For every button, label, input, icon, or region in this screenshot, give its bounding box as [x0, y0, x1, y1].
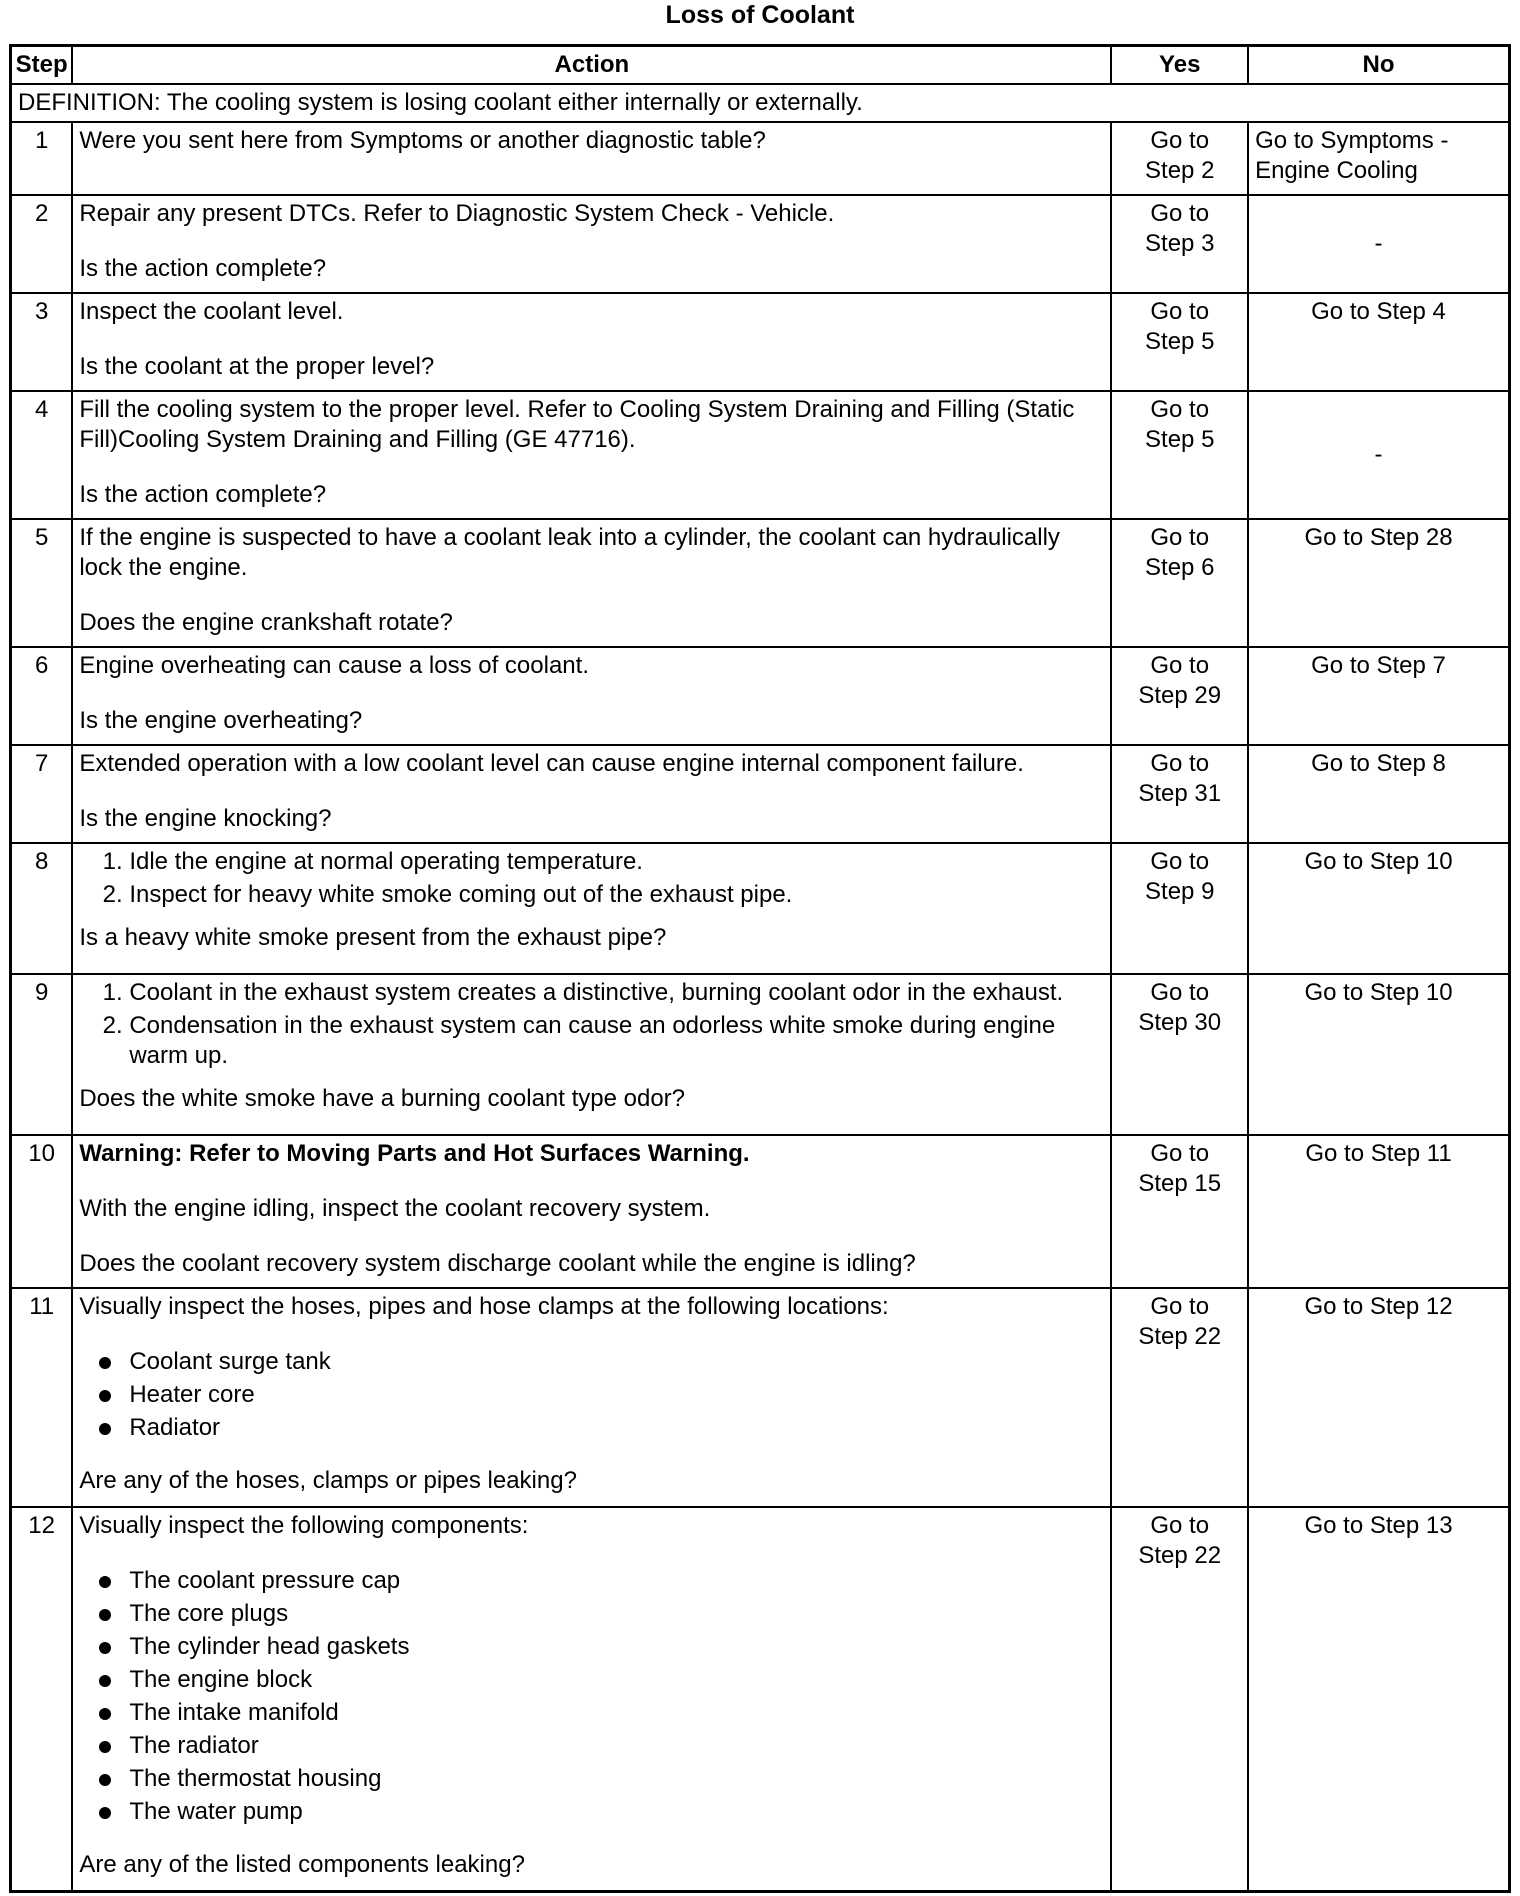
- table-row: [11, 122, 1510, 195]
- question-text: Is the action complete?: [79, 481, 327, 508]
- action-cell: [72, 122, 1111, 195]
- table-row: [11, 1288, 1510, 1507]
- yes-line: Go to: [1150, 1512, 1210, 1539]
- list-item: Radiator: [129, 1413, 1104, 1443]
- no-line: -: [1374, 230, 1383, 257]
- question-text: Does the engine crankshaft rotate?: [79, 609, 453, 636]
- question-text: Is the engine knocking?: [79, 805, 332, 832]
- table-row: [11, 843, 1510, 974]
- list-item: The radiator: [129, 1731, 1104, 1761]
- action-cell: [72, 1135, 1111, 1288]
- yes-cell: [1111, 195, 1248, 293]
- action-text: If the engine is suspected to have a coolant leak into a cylinder, the coolant can hydraulically lock the engine.: [79, 524, 1060, 581]
- action-cell: [72, 647, 1111, 745]
- step-number: 11: [11, 1288, 73, 1507]
- list-item: Heater core: [129, 1380, 1104, 1410]
- header-step: Step: [11, 46, 73, 85]
- numbered-list: [79, 978, 1104, 1071]
- no-cell: [1248, 745, 1509, 843]
- step-number: 3: [11, 293, 73, 391]
- no-cell: [1248, 293, 1509, 391]
- action-text: With the engine idling, inspect the coolant recovery system.: [79, 1195, 711, 1222]
- header-row: [11, 46, 1510, 85]
- action-text: Fill the cooling system to the proper level. Refer to Cooling System Draining and Filling (Static Fill)Cooling System Draining and Filling (GE 47716).: [79, 396, 1075, 453]
- list-item: The cylinder head gaskets: [129, 1632, 1104, 1662]
- yes-cell: [1111, 122, 1248, 195]
- step-number: 4: [11, 391, 73, 519]
- step-number: 2: [11, 195, 73, 293]
- step-number: 5: [11, 519, 73, 647]
- header-no: No: [1248, 46, 1509, 85]
- yes-line: Go to: [1150, 298, 1210, 325]
- action-cell: [72, 974, 1111, 1135]
- list-item: The water pump: [129, 1797, 1104, 1827]
- no-cell: [1248, 391, 1509, 519]
- no-cell: [1248, 647, 1509, 745]
- action-text: Repair any present DTCs. Refer to Diagnostic System Check - Vehicle.: [79, 200, 835, 227]
- yes-cell: [1111, 647, 1248, 745]
- list-item: 2. Inspect for heavy white smoke coming out of the exhaust pipe.: [129, 880, 1104, 910]
- question-text: Is a heavy white smoke present from the exhaust pipe?: [79, 924, 667, 951]
- question-text: Does the white smoke have a burning coolant type odor?: [79, 1085, 686, 1112]
- table-row: [11, 647, 1510, 745]
- yes-line: Step 5: [1145, 328, 1215, 355]
- yes-cell: [1111, 391, 1248, 519]
- action-cell: [72, 843, 1111, 974]
- question-text: Are any of the hoses, clamps or pipes leaking?: [79, 1467, 577, 1494]
- no-line: Go to Step 13: [1304, 1512, 1453, 1539]
- no-cell: [1248, 843, 1509, 974]
- yes-line: Go to: [1150, 127, 1210, 154]
- no-line: Go to Symptoms -: [1255, 127, 1449, 154]
- numbered-list: [79, 847, 1104, 910]
- yes-line: Step 22: [1138, 1323, 1222, 1350]
- list-item: 1. Coolant in the exhaust system creates a distinctive, burning coolant odor in the exhaust.: [129, 978, 1104, 1008]
- definition-text: DEFINITION: The cooling system is losing coolant either internally or externally.: [11, 84, 1510, 122]
- yes-line: Step 6: [1145, 554, 1215, 581]
- action-text: Inspect the coolant level.: [79, 298, 344, 325]
- no-cell: [1248, 1288, 1509, 1507]
- warning-text: Warning: Refer to Moving Parts and Hot Surfaces Warning.: [79, 1140, 750, 1167]
- list-item: 2. Condensation in the exhaust system can cause an odorless white smoke during engine warm up.: [129, 1011, 1104, 1071]
- no-line: Go to Step 8: [1311, 750, 1446, 777]
- no-cell: [1248, 1135, 1509, 1288]
- no-line: Go to Step 28: [1304, 524, 1453, 551]
- definition-row: [11, 84, 1510, 122]
- no-line: Go to Step 12: [1304, 1293, 1453, 1320]
- step-number: 7: [11, 745, 73, 843]
- yes-line: Step 31: [1138, 780, 1222, 807]
- table-row: [11, 1135, 1510, 1288]
- yes-cell: [1111, 293, 1248, 391]
- step-number: 12: [11, 1507, 73, 1891]
- no-line: Go to Step 10: [1304, 848, 1453, 875]
- yes-cell: [1111, 519, 1248, 647]
- question-text: Is the coolant at the proper level?: [79, 353, 435, 380]
- yes-line: Go to: [1150, 652, 1210, 679]
- table-row: [11, 195, 1510, 293]
- yes-line: Go to: [1150, 979, 1210, 1006]
- action-cell: [72, 195, 1111, 293]
- page-title: Loss of Coolant: [665, 1, 855, 29]
- bullet-list: [79, 1347, 1104, 1443]
- no-cell: [1248, 974, 1509, 1135]
- action-text: Visually inspect the hoses, pipes and hose clamps at the following locations:: [79, 1293, 889, 1320]
- yes-line: Step 9: [1145, 878, 1215, 905]
- yes-line: Go to: [1150, 200, 1210, 227]
- bullet-list: [79, 1566, 1104, 1827]
- step-number: 6: [11, 647, 73, 745]
- table-row: [11, 974, 1510, 1135]
- no-line: Go to Step 11: [1305, 1140, 1452, 1167]
- action-cell: [72, 1507, 1111, 1891]
- yes-cell: [1111, 1135, 1248, 1288]
- no-cell: [1248, 195, 1509, 293]
- table-row: [11, 1507, 1510, 1891]
- diagnostic-table: [9, 44, 1511, 1893]
- action-text: Engine overheating can cause a loss of coolant.: [79, 652, 589, 679]
- step-number: 10: [11, 1135, 73, 1288]
- yes-cell: [1111, 843, 1248, 974]
- yes-cell: [1111, 974, 1248, 1135]
- list-item: Coolant surge tank: [129, 1347, 1104, 1377]
- no-cell: [1248, 1507, 1509, 1891]
- header-action: Action: [72, 46, 1111, 85]
- list-item: The coolant pressure cap: [129, 1566, 1104, 1596]
- yes-line: Step 22: [1138, 1542, 1222, 1569]
- yes-line: Step 30: [1138, 1009, 1222, 1036]
- yes-line: Step 3: [1145, 230, 1215, 257]
- list-item: The thermostat housing: [129, 1764, 1104, 1794]
- question-text: Is the action complete?: [79, 255, 327, 282]
- yes-line: Go to: [1150, 1140, 1210, 1167]
- question-text: Is the engine overheating?: [79, 707, 363, 734]
- action-cell: [72, 519, 1111, 647]
- no-line: Go to Step 4: [1311, 298, 1446, 325]
- yes-cell: [1111, 1288, 1248, 1507]
- table-row: [11, 519, 1510, 647]
- header-yes: Yes: [1111, 46, 1248, 85]
- list-item: The engine block: [129, 1665, 1104, 1695]
- table-row: [11, 745, 1510, 843]
- table-row: [11, 293, 1510, 391]
- yes-line: Step 29: [1138, 682, 1222, 709]
- step-number: 1: [11, 122, 73, 195]
- list-item: The core plugs: [129, 1599, 1104, 1629]
- yes-line: Go to: [1150, 1293, 1210, 1320]
- action-text: Visually inspect the following components:: [79, 1512, 529, 1539]
- yes-line: Go to: [1150, 524, 1210, 551]
- yes-line: Go to: [1150, 848, 1210, 875]
- question-text: Does the coolant recovery system discharge coolant while the engine is idling?: [79, 1250, 916, 1277]
- yes-line: Go to: [1150, 750, 1210, 777]
- no-line: -: [1374, 441, 1383, 468]
- action-text: Were you sent here from Symptoms or another diagnostic table?: [79, 127, 766, 154]
- yes-line: Go to: [1150, 396, 1210, 423]
- yes-line: Step 5: [1145, 426, 1215, 453]
- list-item: 1. Idle the engine at normal operating temperature.: [129, 847, 1104, 877]
- question-text: Are any of the listed components leaking?: [79, 1851, 525, 1878]
- no-cell: [1248, 519, 1509, 647]
- step-number: 8: [11, 843, 73, 974]
- step-number: 9: [11, 974, 73, 1135]
- yes-line: Step 2: [1145, 157, 1215, 184]
- action-cell: [72, 391, 1111, 519]
- yes-line: Step 15: [1138, 1170, 1222, 1197]
- yes-cell: [1111, 1507, 1248, 1891]
- no-line: Go to Step 10: [1304, 979, 1453, 1006]
- table-row: [11, 391, 1510, 519]
- list-item: The intake manifold: [129, 1698, 1104, 1728]
- no-line: Go to Step 7: [1311, 652, 1446, 679]
- action-cell: [72, 745, 1111, 843]
- action-text: Extended operation with a low coolant level can cause engine internal component failure.: [79, 750, 1024, 777]
- action-cell: [72, 293, 1111, 391]
- action-cell: [72, 1288, 1111, 1507]
- no-cell: [1248, 122, 1509, 195]
- no-line: Engine Cooling: [1255, 157, 1418, 184]
- yes-cell: [1111, 745, 1248, 843]
